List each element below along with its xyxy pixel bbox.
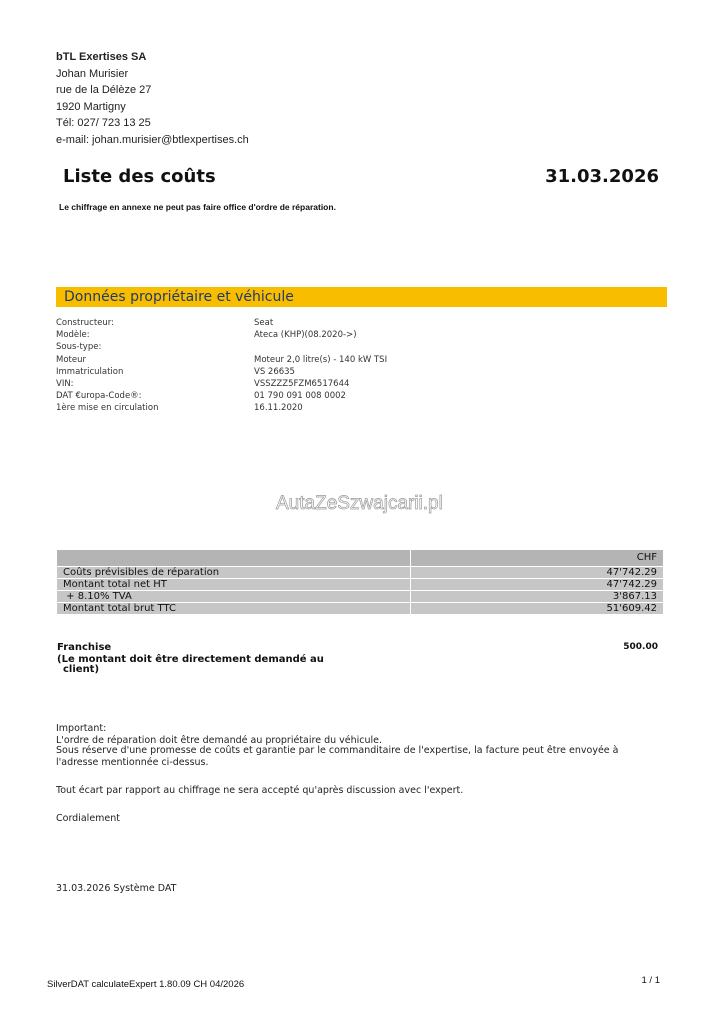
franchise-note: (Le montant doit être directement demandé au xyxy=(57,654,324,665)
section-header xyxy=(56,287,667,307)
sender-phone: Tél: 027/ 723 13 25 xyxy=(56,117,151,129)
cost-label: + 8.10% TVA xyxy=(57,591,411,603)
franchise-value: 500.00 xyxy=(623,642,658,652)
vehicle-label: Moteur xyxy=(56,354,86,365)
closing: Cordialement xyxy=(56,813,121,824)
vehicle-label: Modèle: xyxy=(56,330,90,341)
watermark: AutaZeSzwajcarii.pl xyxy=(276,493,443,514)
costs-table xyxy=(56,549,664,615)
vehicle-value: Moteur 2,0 litre(s) - 140 kW TSI xyxy=(254,354,388,365)
important-label: Important: xyxy=(56,723,107,734)
cost-value: 47'742.29 xyxy=(411,567,664,579)
disclaimer: Le chiffrage en annexe ne peut pas faire office d'ordre de réparation. xyxy=(59,202,336,212)
cost-row xyxy=(57,579,664,591)
cost-label: Montant total brut TTC xyxy=(57,603,411,615)
sender-email: e-mail: johan.murisier@btlexpertises.ch xyxy=(56,134,249,146)
franchise-note-2: client) xyxy=(63,664,100,675)
cost-row xyxy=(57,591,664,603)
cost-value: 3'867.13 xyxy=(411,591,664,603)
cost-value: 51'609.42 xyxy=(411,603,664,615)
vehicle-value: Seat xyxy=(254,318,274,328)
vehicle-value: 16.11.2020 xyxy=(254,403,303,414)
sender-city: 1920 Martigny xyxy=(56,101,126,113)
document-date: 31.03.2026 xyxy=(545,166,659,187)
vehicle-value: VS 26635 xyxy=(254,366,295,377)
signature: 31.03.2026 Système DAT xyxy=(56,883,177,894)
sender-name: Johan Murisier xyxy=(56,68,129,80)
vehicle-label: Immatriculation xyxy=(56,366,124,377)
deviation-note: Tout écart par rapport au chiffrage ne sera accepté qu'après discussion avec l'expert. xyxy=(56,785,464,796)
important-line-1: L'ordre de réparation doit être demandé au propriétaire du véhicule. xyxy=(56,735,383,746)
franchise-label: Franchise xyxy=(57,642,112,653)
footer-software: SilverDAT calculateExpert 1.80.09 CH 04/2026 xyxy=(47,979,245,990)
currency-header: CHF xyxy=(411,550,664,567)
cost-value: 47'742.29 xyxy=(411,579,664,591)
cost-row xyxy=(57,603,664,615)
vehicle-label: VIN: xyxy=(56,379,74,389)
cost-label: Coûts prévisibles de réparation xyxy=(57,567,411,579)
page-title: Liste des coûts xyxy=(63,166,216,187)
vehicle-label: DAT €uropa-Code®: xyxy=(56,391,142,402)
vehicle-value: 01 790 091 008 0002 xyxy=(254,391,346,402)
cost-label: Montant total net HT xyxy=(57,579,411,591)
vehicle-value: VSSZZZ5FZM6517644 xyxy=(254,379,350,389)
sender-street: rue de la Délèze 27 xyxy=(56,84,152,96)
company-name: bTL Exertises SA xyxy=(56,51,147,63)
cost-row xyxy=(57,567,664,579)
page-number: 1 / 1 xyxy=(641,975,660,986)
vehicle-value: Ateca (KHP)(08.2020->) xyxy=(254,330,357,341)
vehicle-label: Sous-type: xyxy=(56,342,102,353)
vehicle-label: 1ère mise en circulation xyxy=(56,403,159,414)
vehicle-label: Constructeur: xyxy=(56,318,114,328)
section-title: Données propriétaire et véhicule xyxy=(64,289,294,305)
important-line-2: Sous réserve d'une promesse de coûts et garantie par le commanditaire de l'expertise, la facture peut être envoyée à l'adresse mentionnée ci-dessus. xyxy=(56,745,619,768)
